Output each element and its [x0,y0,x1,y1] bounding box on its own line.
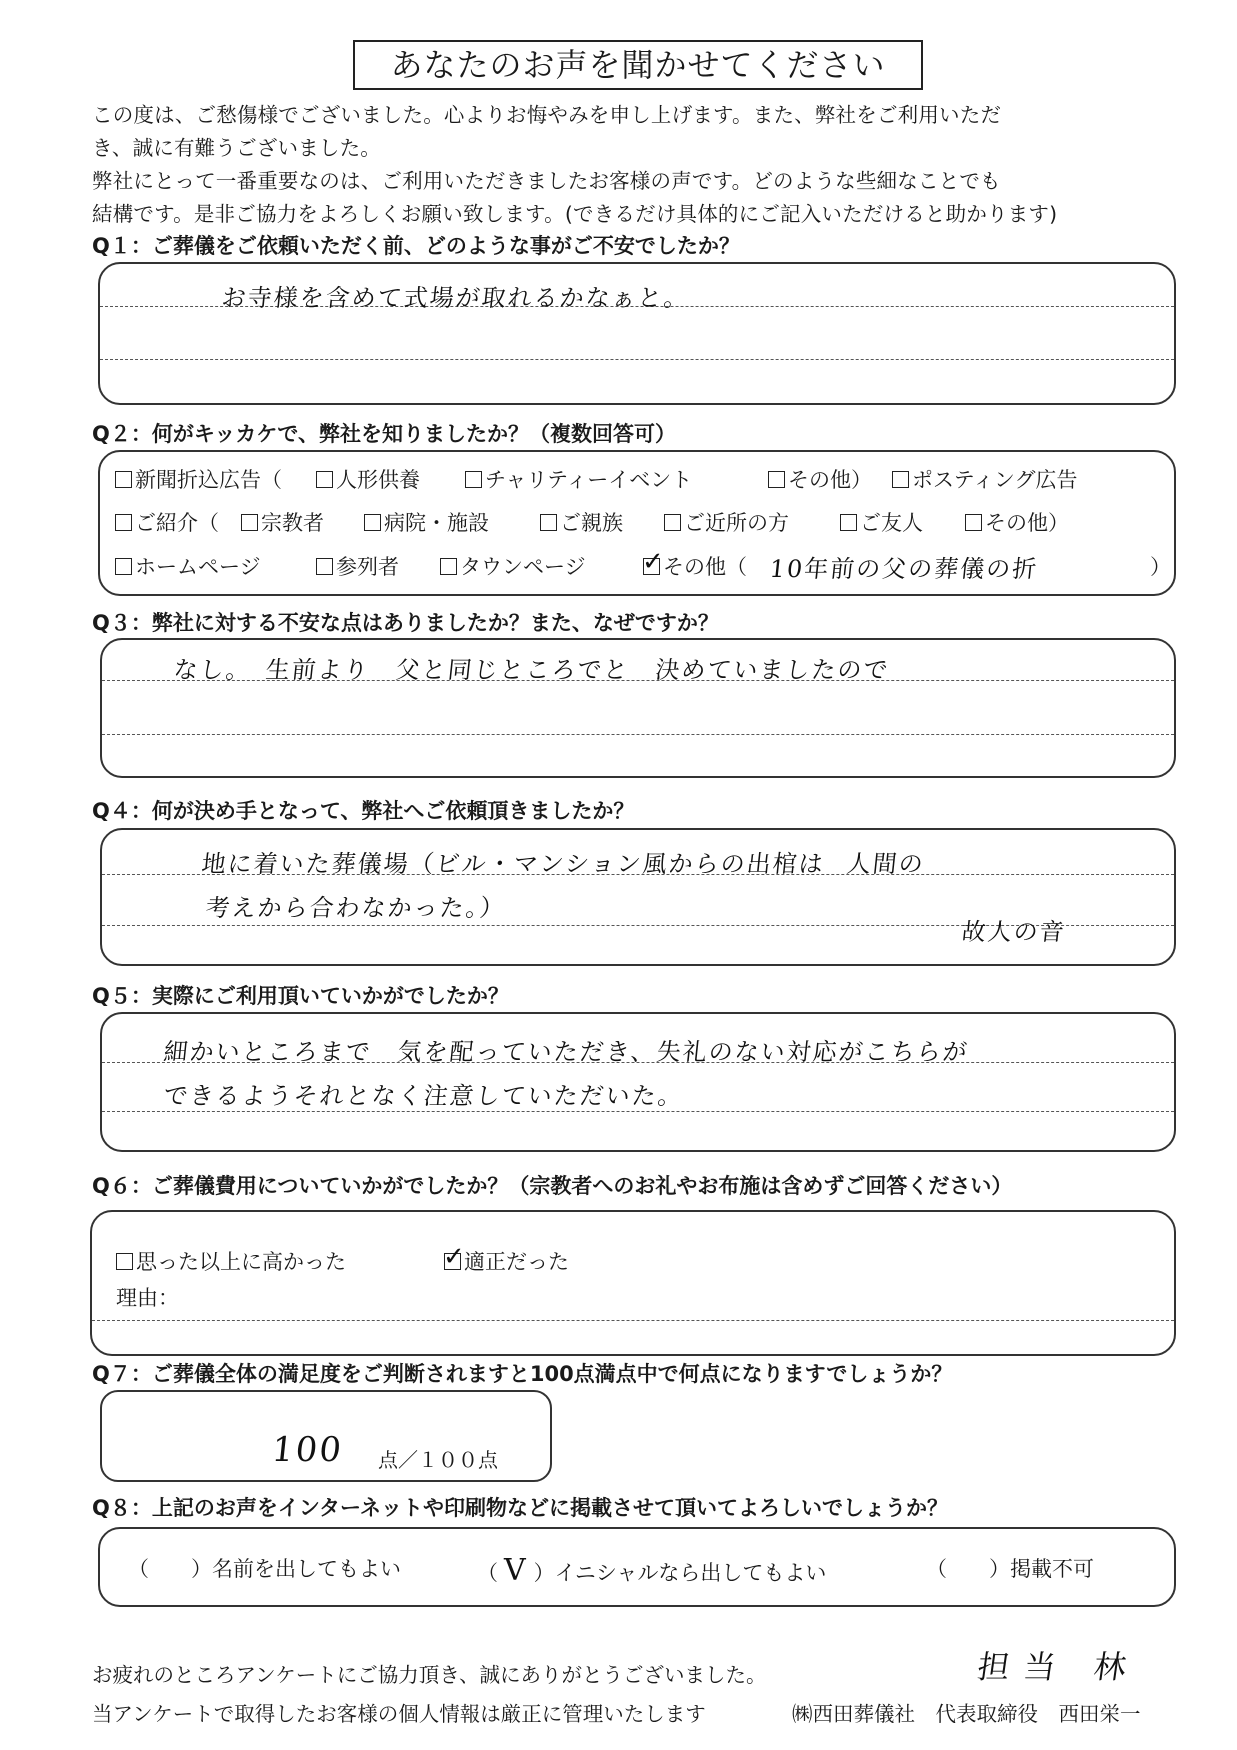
checkbox[interactable] [241,514,258,531]
footer-thanks: お疲れのところアンケートにご協力頂き、誠にありがとうございました。 [92,1663,767,1687]
q8-option-name-ok[interactable]: （ ）名前を出してもよい [128,1557,401,1581]
checkbox[interactable] [316,558,333,575]
q2-option-doll-memorial[interactable]: 人形供養 [316,464,420,494]
footer-privacy: 当アンケートで取得したお客様の個人情報は厳正に管理いたします [92,1702,706,1726]
q3-label: Q３：弊社に対する不安な点はありましたか？また、なぜですか？ [92,611,719,635]
checkbox[interactable] [540,514,557,531]
check-mark-icon: ✓ [642,547,664,577]
q2-close-paren: ） [1150,555,1171,579]
intro-line-4: 結構です。是非ご協力をよろしくお願い致します。(できるだけ具体的にご記入いただけると助かります) [92,202,1058,226]
checkbox[interactable] [115,514,132,531]
page-title: あなたのお声を聞かせてください [353,40,923,90]
q7-score-box[interactable] [100,1390,552,1482]
q5-label: Q５：実際にご利用頂いていかがでしたか？ [92,984,509,1008]
q1-answer: お寺様を含めて式場が取れるかなぁと。 [220,284,692,312]
checkbox[interactable] [465,471,482,488]
q2-option-homepage[interactable]: ホームページ [115,551,261,581]
staff-signature: 担当 林 [975,1648,1143,1686]
q2-option-attendee[interactable]: 参列者 [316,551,399,581]
q2-option-other-1[interactable]: その他） [768,464,872,494]
q7-score-suffix: 点／１００点 [378,1448,498,1472]
q2-option-other-3[interactable]: ✓ その他（ [642,547,747,579]
footer-company: ㈱西田葬儀社 代表取締役 西田栄一 [792,1702,1141,1726]
checkbox[interactable] [664,514,681,531]
q4-label: Q４：何が決め手となって、弊社へご依頼頂きましたか？ [92,799,635,823]
q2-option-referral[interactable]: ご紹介（ [115,507,219,537]
q2-option-hospital[interactable]: 病院・施設 [364,507,489,537]
q2-option-townpage[interactable]: タウンページ [440,551,586,581]
checkbox[interactable] [440,558,457,575]
q5-ruled-line [102,1111,1174,1112]
check-mark-icon: ✓ [443,1242,465,1272]
q6-answer-box [90,1210,1176,1356]
checkbox-checked[interactable] [443,1242,465,1272]
q2-option-friends[interactable]: ご友人 [840,507,923,537]
q4-answer-line-2: 考えから合わなかった。） [204,894,508,922]
q8-label: Q８：上記のお声をインターネットや印刷物などに掲載させて頂いてよろしいでしょうか？ [92,1496,948,1520]
q2-option-other-2[interactable]: その他） [965,507,1069,537]
q2-option-charity-event[interactable]: チャリティーイベント [465,464,692,494]
check-mark-icon: V [504,1553,528,1588]
checkbox-checked[interactable] [642,547,664,577]
checkbox[interactable] [115,558,132,575]
q1-label: Q１：ご葬儀をご依頼いただく前、どのような事がご不安でしたか？ [92,234,740,258]
checkbox[interactable] [364,514,381,531]
q3-ruled-line [102,734,1174,735]
intro-line-3: 弊社にとって一番重要なのは、ご利用いただきましたお客様の声です。どのような些細なことでも [92,169,1001,193]
q5-answer-box[interactable] [100,1012,1176,1152]
q2-option-neighbors[interactable]: ご近所の方 [664,507,789,537]
q2-label: Q２：何がキッカケで、弊社を知りましたか？（複数回答可） [92,422,677,446]
checkbox[interactable] [892,471,909,488]
q8-option-initials-ok[interactable]: （ V ）イニシャルなら出してもよい [477,1553,827,1588]
q5-answer-line-2: できるようそれとなく注意していただいた。 [162,1082,686,1110]
intro-line-2: き、誠に有難うございました。 [92,136,381,160]
checkbox[interactable] [316,471,333,488]
checkbox[interactable] [116,1253,133,1270]
q5-answer-line-1: 細かいところまで 気を配っていただき、失礼のない対応がこちらが [162,1038,971,1066]
q6-label: Q６：ご葬儀費用についていかがでしたか？（宗教者へのお礼やお布施は含めずご回答ください） [92,1174,1013,1198]
q3-answer-box[interactable] [100,638,1176,778]
q4-answer-box[interactable] [100,828,1176,966]
q1-answer-box[interactable] [98,262,1176,405]
q2-option-posting-ad[interactable]: ポスティング広告 [892,464,1077,494]
intro-line-1: この度は、ご愁傷様でございました。心よりお悔やみを申し上げます。また、弊社をご利用いただ [92,103,1002,127]
q6-ruled-line [92,1320,1174,1321]
q2-other-answer: 10年前の父の葬儀の折 [768,555,1040,583]
q6-option-too-expensive[interactable]: 思った以上に高かった [116,1246,346,1276]
q6-reason-label: 理由： [116,1286,179,1310]
q8-option-decline[interactable]: （ ）掲載不可 [926,1557,1094,1581]
q4-answer-insert: 故人の音 [960,918,1068,946]
q7-score: 100 [269,1430,346,1470]
q2-option-newspaper[interactable]: 新聞折込広告（ [115,464,282,494]
q7-label: Q７：ご葬儀全体の満足度をご判断されますと100点満点中で何点になりますでしょうか？ [92,1362,953,1386]
q2-option-religious[interactable]: 宗教者 [241,507,324,537]
checkbox[interactable] [965,514,982,531]
checkbox[interactable] [115,471,132,488]
q6-option-reasonable[interactable]: ✓ 適正だった [443,1242,569,1274]
q4-answer-line-1: 地に着いた葬儀場（ビル・マンション風からの出棺は 人間の [200,850,927,878]
checkbox[interactable] [768,471,785,488]
checkbox[interactable] [840,514,857,531]
q3-answer: なし。 生前より 父と同じところでと 決めていましたので [172,656,891,684]
q2-option-relatives[interactable]: ご親族 [540,507,623,537]
q1-ruled-line [100,359,1174,360]
